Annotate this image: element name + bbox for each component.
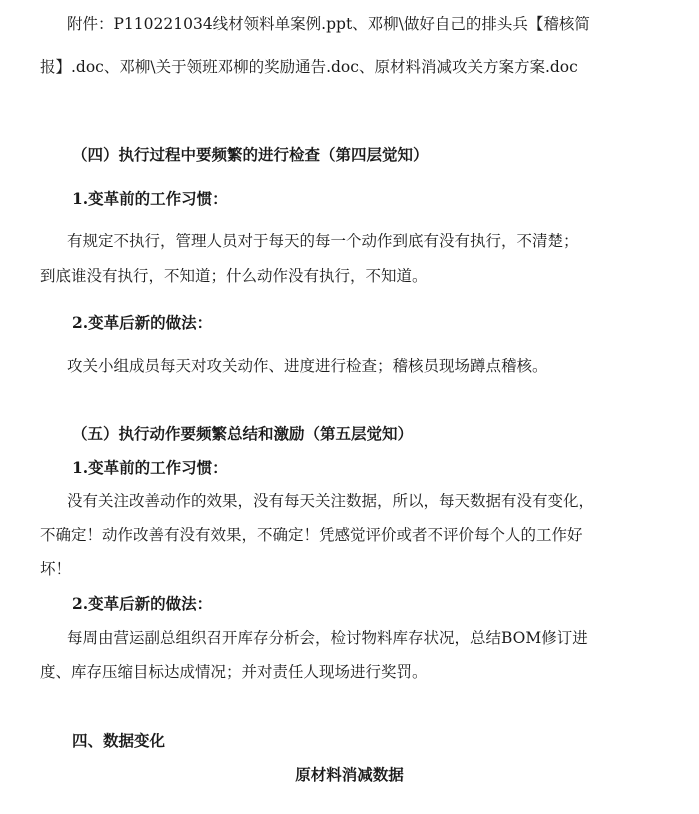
section-5-after-line-1: 每周由营运副总组织召开库存分析会，检讨物料库存状况，总结BOM修订进 <box>67 629 588 647</box>
attachment-line-1: 附件：P110221034线材领料单案例.ppt、邓柳\做好自己的排头兵【稽核简 <box>67 15 590 33</box>
section-4-before-title: 1.变革前的工作习惯： <box>72 189 228 208</box>
section-5-after-line-2: 度、库存压缩目标达成情况；并对责任人现场进行奖罚。 <box>40 663 428 681</box>
section-4-heading: （四）执行过程中要频繁的进行检查（第四层觉知） <box>72 145 429 164</box>
section-5-after-title: 2.变革后新的做法： <box>72 594 213 613</box>
section-4-before-line-1: 有规定不执行，管理人员对于每天的每一个动作到底有没有执行，不清楚； <box>67 232 579 250</box>
section-5-before-title: 1.变革前的工作习惯： <box>72 458 228 477</box>
table-title: 原材料消减数据 <box>295 765 404 784</box>
section-5-before-line-1: 没有关注改善动作的效果，没有每天关注数据，所以，每天数据有没有变化， <box>67 492 595 510</box>
section-4-after-title: 2.变革后新的做法： <box>72 313 213 332</box>
data-change-heading: 四、数据变化 <box>72 731 166 750</box>
section-4-before-line-2: 到底谁没有执行，不知道；什么动作没有执行，不知道。 <box>40 267 428 285</box>
attachment-line-2: 报】.doc、邓柳\关于领班邓柳的奖励通告.doc、原材料消减攻关方案方案.doc <box>40 58 578 76</box>
section-5-before-line-2: 不确定！动作改善有没有效果，不确定！凭感觉评价或者不评价每个人的工作好 <box>40 526 583 544</box>
section-5-before-line-3: 坏！ <box>40 560 72 578</box>
section-5-heading: （五）执行动作要频繁总结和激励（第五层觉知） <box>72 424 414 443</box>
section-4-after-line-1: 攻关小组成员每天对攻关动作、进度进行检查；稽核员现场蹲点稽核。 <box>67 357 548 375</box>
